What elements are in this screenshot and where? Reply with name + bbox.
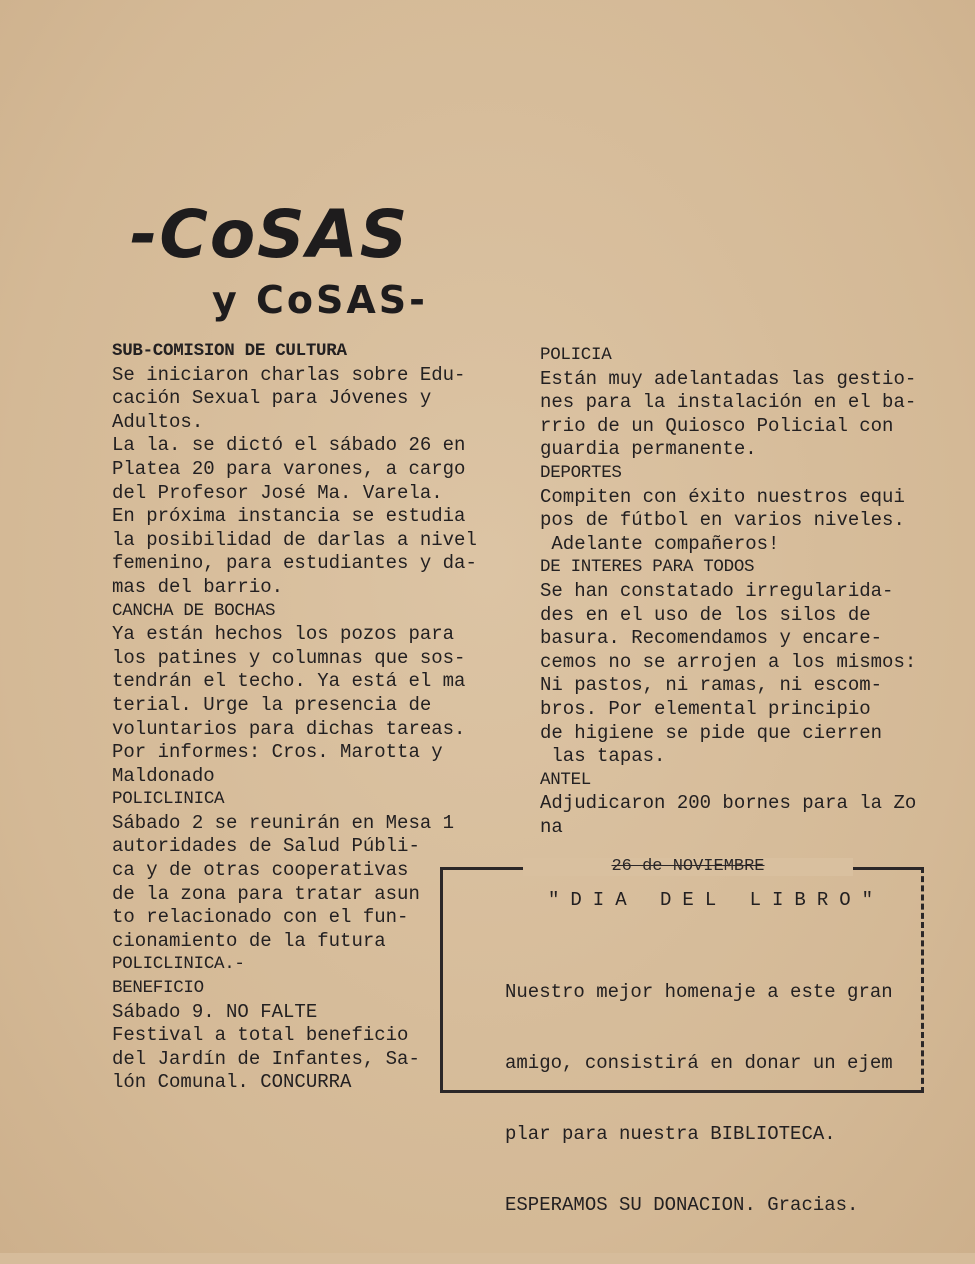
section-heading: DE INTERES PARA TODOS xyxy=(540,557,755,578)
box-body xyxy=(505,934,917,1264)
text-line: Ni pastos, ni ramas, ni escom- xyxy=(540,674,883,697)
section-heading: DEPORTES xyxy=(540,462,622,483)
text-line: Sábado 9. NO FALTE xyxy=(112,1000,318,1023)
text-line: los patines y columnas que sos- xyxy=(112,646,466,669)
text-line: Festival a total beneficio xyxy=(112,1024,409,1047)
text-line: autoridades de Salud Públi- xyxy=(112,835,420,858)
text-line: las tapas. xyxy=(540,745,666,768)
section-heading: POLICIA xyxy=(540,345,612,365)
text-line: de la zona para tratar asun xyxy=(112,882,420,905)
text-line: cionamiento de la futura xyxy=(112,929,386,952)
text-line: to relacionado con el fun- xyxy=(112,906,409,929)
box-title: "DIA DEL LIBRO" xyxy=(548,889,885,911)
text-line: Están muy adelantadas las gestio- xyxy=(540,367,917,390)
text-line: Ya están hechos los pozos para xyxy=(112,623,455,646)
text-line: terial. Urge la presencia de xyxy=(112,693,432,716)
logo-subtitle: y CoSAS- xyxy=(212,278,428,322)
text-line: ca y de otras cooperativas xyxy=(112,859,409,882)
text-line: Platea 20 para varones, a cargo xyxy=(112,457,466,480)
text-line: Por informes: Cros. Marotta y xyxy=(112,741,443,764)
text-line: Compiten con éxito nuestros equi xyxy=(540,485,905,508)
logo-title: -CoSAS xyxy=(130,196,410,273)
text-line: Se iniciaron charlas sobre Edu- xyxy=(112,363,466,386)
text-line: bros. Por elemental principio xyxy=(540,697,871,720)
text-line: lón Comunal. CONCURRA xyxy=(112,1071,352,1094)
text-line: cación Sexual para Jóvenes y xyxy=(112,387,432,410)
box-body-line: plar para nuestra BIBLIOTECA. xyxy=(505,1122,836,1145)
text-line: basura. Recomendamos y encare- xyxy=(540,627,883,650)
text-line: tendrán el techo. Ya está el ma xyxy=(112,670,466,693)
box-date-heading: 26 de NOVIEMBRE xyxy=(523,858,853,876)
text-line: de higiene se pide que cierren xyxy=(540,721,883,744)
box-body-line: Nuestro mejor homenaje a este gran xyxy=(505,981,893,1004)
box-body-line: amigo, consistirá en donar un ejem xyxy=(505,1051,893,1074)
text-line: del Jardín de Infantes, Sa- xyxy=(112,1047,420,1070)
text-line: nes para la instalación en el ba- xyxy=(540,391,917,414)
text-line: cemos no se arrojen a los mismos: xyxy=(540,650,917,673)
section-heading: BENEFICIO xyxy=(112,978,204,999)
text-line: Adultos. xyxy=(112,410,204,433)
text-line: la posibilidad de darlas a nivel xyxy=(112,528,477,551)
section-heading: POLICLINICA xyxy=(112,789,225,810)
dia-del-libro-box xyxy=(440,857,924,1216)
section-heading: SUB-COMISION DE CULTURA xyxy=(112,341,347,361)
section-heading: POLICLINICA.- xyxy=(112,954,245,975)
right-column xyxy=(540,344,960,839)
text-line: des en el uso de los silos de xyxy=(540,603,871,626)
text-line: En próxima instancia se estudia xyxy=(112,505,466,528)
text-line: Maldonado xyxy=(112,764,215,787)
text-line: guardia permanente. xyxy=(540,438,757,461)
text-line: La la. se dictó el sábado 26 en xyxy=(112,434,466,457)
text-line: Sábado 2 se reunirán en Mesa 1 xyxy=(112,811,455,834)
box-body-line: ESPERAMOS SU DONACION. Gracias. xyxy=(505,1193,859,1216)
text-line: femenino, para estudiantes y da- xyxy=(112,552,477,575)
text-line: Adelante compañeros! xyxy=(540,532,780,555)
text-line: na xyxy=(540,815,563,838)
text-line: del Profesor José Ma. Varela. xyxy=(112,481,443,504)
text-line: mas del barrio. xyxy=(112,575,284,598)
text-line: pos de fútbol en varios niveles. xyxy=(540,509,905,532)
text-line: Adjudicaron 200 bornes para la Zo xyxy=(540,792,917,815)
section-heading: CANCHA DE BOCHAS xyxy=(112,600,276,621)
text-line: rrio de un Quiosco Policial con xyxy=(540,414,894,437)
text-line: Se han constatado irregularida- xyxy=(540,579,894,602)
section-heading: ANTEL xyxy=(540,769,592,790)
text-line: voluntarios para dichas tareas. xyxy=(112,717,466,740)
